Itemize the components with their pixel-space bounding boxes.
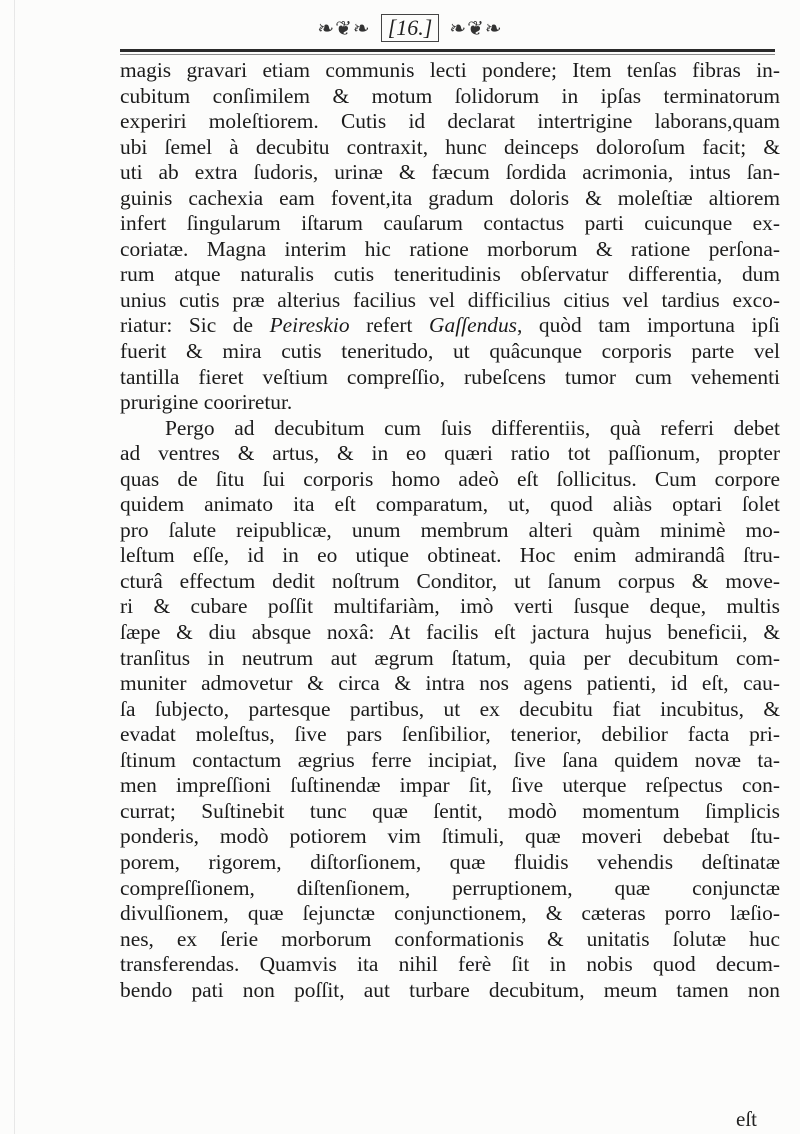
- text-line: rum atque naturalis cutis teneritudinis obſervatur differentia, dum: [120, 262, 780, 287]
- text-line: divulſionem, quæ ſejunctæ conjunctionem, & cæteras porro læſio-: [120, 901, 780, 926]
- text-line: compreſſionem, diſtenſionem, perruptionem, quæ conjunctæ: [120, 875, 780, 900]
- text-line: ri & cubare poſſit multifariàm, imò verti ſusque deque, multis: [120, 594, 780, 619]
- text-line: cturâ effectum dedit noſtrum Conditor, ut ſanum corpus & move-: [120, 568, 780, 593]
- text-line: quidem animato ita eſt comparatum, ut, quod aliàs optari ſolet: [120, 492, 780, 517]
- text-line: fuerit & mira cutis teneritudo, ut quâcunque corporis parte vel: [120, 339, 780, 364]
- text-line: riatur: Sic de Peireskio refert Gaſſendus, quòd tam importuna ipſi: [120, 313, 780, 338]
- text-line: magis gravari etiam communis lecti pondere; Item tenſas fibras in-: [120, 58, 780, 82]
- text-line: Pergo ad decubitum cum ſuis differentiis, quà referri debet: [165, 415, 780, 440]
- page-header: [260, 10, 560, 46]
- text-line: cubitum conſimilem & motum ſolidorum in ipſas terminatorum: [120, 83, 780, 108]
- text-line: muniter admovetur & circa & intra nos agens patienti, id eſt, cau-: [120, 671, 780, 696]
- text-line: experiri moleſtiorem. Cutis id declarat intertrigine laborans,quam: [120, 109, 780, 134]
- text-line: porem, rigorem, diſtorſionem, quæ fluidis vehendis deſtinatæ: [120, 849, 780, 874]
- header-rule-thin: [120, 54, 775, 55]
- text-line: ubi ſemel à decubitu contraxit, hunc deinceps doloroſum facit; &: [120, 134, 780, 159]
- text-line: infert ſingularum iſtarum cauſarum contactus parti cuicunque ex-: [120, 211, 780, 236]
- text-line: transferendas. Quamvis ita nihil ferè ſit in nobis quod decum-: [120, 952, 780, 977]
- page-number: [16.]: [381, 14, 440, 42]
- body-text: [120, 58, 780, 1003]
- header-ornament-right: ❧❦❧: [449, 17, 503, 40]
- text-line: tranſitus in neutrum aut ægrum ſtatum, quia per decubitum com-: [120, 645, 780, 670]
- text-line: leſtum eſſe, id in eo utique obtineat. Hoc enim admirandâ ſtru-: [120, 543, 780, 568]
- text-line: ſa ſubjecto, partesque partibus, ut ex decubitu fiat incubitus, &: [120, 696, 780, 721]
- header-ornament-left: ❧❦❧: [317, 17, 371, 40]
- text-line: bendo pati non poſſit, aut turbare decubitum, meum tamen non: [120, 977, 780, 1002]
- text-line: unius cutis præ alterius facilius vel difficilius citius vel tardius exco-: [120, 287, 780, 312]
- text-line: ſtinum contactum ægrius ferre incipiat, ſive ſana quidem novæ ta-: [120, 747, 780, 772]
- page-edge-shadow: [14, 0, 15, 1134]
- text-line: currat; Suſtinebit tunc quæ ſentit, modò momentum ſimplicis: [120, 798, 780, 823]
- text-line: prurigine cooriretur.: [120, 390, 293, 415]
- catchword: eſt: [736, 1107, 757, 1131]
- text-line: ad ventres & artus, & in eo quæri ratio tot paſſionum, propter: [120, 441, 780, 466]
- text-line: guinis cachexia eam fovent,ita gradum doloris & moleſtiæ altiorem: [120, 185, 780, 210]
- text-line: nes, ex ſerie morborum conformationis & unitatis ſolutæ huc: [120, 926, 780, 951]
- text-line: men impreſſioni ſuſtinendæ impar ſit, ſive uterque reſpectus con-: [120, 773, 780, 798]
- text-line: ponderis, modò potiorem vim ſtimuli, quæ moveri debebat ſtu-: [120, 824, 780, 849]
- text-line: coriatæ. Magna interim hic ratione morborum & ratione perſona-: [120, 236, 780, 261]
- text-line: quas de ſitu ſui corporis homo adeò eſt ſollicitus. Cum corpore: [120, 466, 780, 491]
- text-line: uti ab extra ſudoris, urinæ & fæcum ſordida acrimonia, intus ſan-: [120, 160, 780, 185]
- header-rule: [120, 49, 775, 52]
- text-line: tantilla fieret veſtium compreſſio, rubeſcens tumor cum vehementi: [120, 364, 780, 389]
- text-line: evadat moleſtus, ſive pars ſenſibilior, tenerior, debilior facta pri-: [120, 722, 780, 747]
- text-line: ſæpe & diu absque noxâ: At facilis eſt jactura hujus beneficii, &: [120, 620, 780, 645]
- text-line: pro ſalute reipublicæ, unum membrum alteri quàm minimè mo-: [120, 517, 780, 542]
